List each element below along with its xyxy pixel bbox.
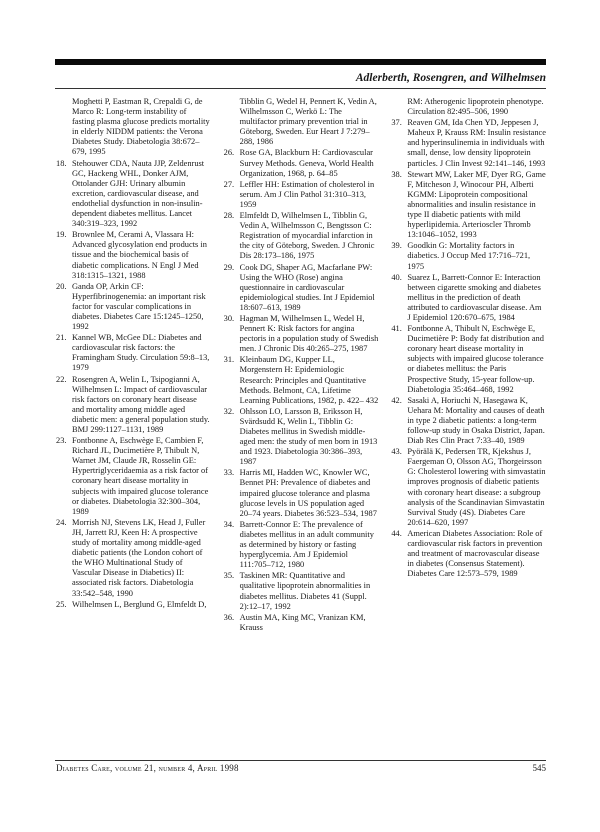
reference-number: 18. <box>56 158 67 168</box>
reference-entry <box>391 396 546 446</box>
reference-number: 42. <box>391 395 402 405</box>
reference-text: American Diabetes Association: Role of cardiovascular risk factors in prevention and treatment of macrovascular disease in diabetes (Consensus Statement). Diabetes Care 12:573–579, 1989 <box>407 528 543 579</box>
reference-text: Rose GA, Blackburn H: Cardiovascular Survey Methods. Geneva, World Health Organization, 1968, p. 64–85 <box>239 148 374 178</box>
reference-number: 39. <box>391 241 402 251</box>
reference-text: RM: Atherogenic lipoprotein phenotype. Circulation 82:495–506, 1990 <box>407 97 544 117</box>
reference-entry <box>391 324 546 395</box>
reference-number: 40. <box>391 272 402 282</box>
reference-text: Austin MA, King MC, Vranizan KM, Krauss <box>239 612 366 632</box>
reference-entry <box>224 468 379 518</box>
reference-entry <box>224 97 379 147</box>
reference-text: Harris MI, Hadden WC, Knowler WC, Bennet PH: Prevalence of diabetes and impaired glucose tolerance and plasma glucose levels in US population aged 20–74 years. Diabetes 36:523–534, 1987 <box>239 468 377 518</box>
reference-number: 28. <box>223 211 235 221</box>
reference-number: 21. <box>56 333 67 343</box>
reference-number: 38. <box>391 169 402 179</box>
reference-text: Tibblin G, Wedel H, Pennert K, Vedin A, Wilhelmsson C, Werkö L: The multifactor primary prevention trial in Göteborg, Sweden. Eur Heart J 7:279–288, 1986 <box>239 97 377 147</box>
reference-text: Kannel WB, McGee DL: Diabetes and cardiovascular risk factors: the Framingham Study. Circulation 59:8–13, 1979 <box>72 333 210 373</box>
footer-divider <box>55 760 546 761</box>
reference-number: 20. <box>56 281 67 291</box>
reference-text: Morrish NJ, Stevens LK, Head J, Fuller JH, Jarrett RJ, Keen H: A prospective study of mortality among middle-aged diabetic patients (the London cohort of the WHO Multinational Study of Vascular Disease in Diabetics) II: associated risk factors. Diabetologia 33:542–548, 1990 <box>72 517 206 598</box>
reference-number: 43. <box>391 447 402 457</box>
reference-column-1 <box>56 97 211 634</box>
reference-entry <box>56 97 211 158</box>
reference-entry <box>56 436 211 517</box>
reference-entry <box>56 375 211 436</box>
reference-number: 37. <box>391 118 402 128</box>
reference-number: 29. <box>223 262 235 272</box>
reference-entry <box>224 180 379 210</box>
reference-entry <box>224 355 379 405</box>
journal-citation: Diabetes Care, volume 21, number 4, April 1998 <box>56 763 239 773</box>
reference-entry <box>224 263 379 313</box>
reference-text: Reaven GM, Ida Chen YD, Jeppesen J, Maheux P, Krauss RM: Insulin resistance and hyperinsulinemia in individuals with small, dense, low density lipoprotein particles. J Clin Invest 92:141–146, 1993 <box>407 118 546 168</box>
reference-text: Suarez L, Barrett-Connor E: Interaction between cigarette smoking and diabetes mellitus in the prediction of death attributed to cardiovascular disease. Am J Epidemiol 120:670–675, 1984 <box>407 272 542 322</box>
reference-entry <box>391 170 546 241</box>
reference-text: Kleinbaum DG, Kupper LL, Morgenstern H: Epidemiologic Research: Principles and Quantitative Methods. Belmont, CA, Lifetime Learning Publications, 1982, p. 422– 432 <box>239 355 379 405</box>
reference-text: Brownlee M, Cerami A, Vlassara H: Advanced glycosylation end products in tissue and the biochemical basis of diabetic complications. N Engl J Med 318:1315–1321, 1988 <box>72 230 207 280</box>
reference-entry <box>224 613 379 633</box>
reference-text: Pyörälä K, Pedersen TR, Kjekshus J, Faergeman O, Olsson AG, Thorgeirsson G: Cholesterol lowering with simvastatin improves prognosis of diabetic patients with coronary heart disease: a subgroup analysis of the Scandinavian Simvastatin Survival Study (4S). Diabetes Care 20:614–620, 1997 <box>407 447 546 527</box>
reference-text: Hagman M, Wilhelmsen L, Wedel H, Pennert K: Risk factors for angina pectoris in a population study of Swedish men. J Chronic Dis 40:265–275, 1987 <box>239 313 379 354</box>
reference-number: 30. <box>223 313 235 323</box>
reference-entry <box>224 407 379 468</box>
reference-number: 26. <box>223 148 235 158</box>
reference-text: Rosengren A, Welin L, Tsipogianni A, Wilhelmsen L: Impact of cardiovascular risk factors on coronary heart disease and mortality among middle aged diabetic men: a general population study. BMJ 299:1127–1131, 1989 <box>72 374 210 434</box>
reference-entry <box>56 230 211 280</box>
reference-entry <box>56 159 211 230</box>
reference-entry <box>391 447 546 528</box>
reference-text: Cook DG, Shaper AG, Macfarlane PW: Using the WHO (Rose) angina questionnaire in cardiovascular epidemiological studies. Int J Epidemiol 18:607–613, 1989 <box>239 262 375 312</box>
reference-text: Wilhelmsen L, Berglund G, Elmfeldt D, <box>72 599 207 609</box>
reference-number: 44. <box>391 528 402 538</box>
reference-number: 19. <box>56 230 67 240</box>
reference-text: Goodkin G: Mortality factors in diabetics. J Occup Med 17:716–721, 1975 <box>407 241 531 271</box>
reference-text: Taskinen MR: Quantitative and qualitative lipoprotein abnormalities in diabetes mellitus. Diabetes 41 (Suppl. 2):12–17, 1992 <box>239 571 371 611</box>
reference-text: Stehouwer CDA, Nauta JJP, Zeldenrust GC, Hackeng WHL, Donker AJM, Ottolander GJH: Urinary albumin excretion, cardiovascular disease, and endothelial dysfunction in non-insulin-dependent diabetes mellitus. Lancet 340:319–323, 1992 <box>72 158 205 229</box>
reference-number: 36. <box>223 612 235 622</box>
reference-entry <box>391 273 546 323</box>
reference-text: Sasaki A, Horiuchi N, Hasegawa K, Uehara M: Mortality and causes of death in type 2 diabetic patients: a long-term follow-up study in Osaka District, Japan. Diab Res Clin Pract 7:33–40, 1989 <box>407 395 545 446</box>
reference-entry <box>391 529 546 579</box>
reference-entry <box>56 518 211 599</box>
reference-entry <box>391 118 546 168</box>
reference-column-3 <box>391 97 546 634</box>
reference-text: Ohlsson LO, Larsson B, Eriksson H, Svärdsudd K, Welin L, Tibblin G: Diabetes mellitus in Swedish middle-aged men: the study of men born in 1913 and 1923. Diabetologia 30:386–393, 1987 <box>239 406 378 467</box>
reference-number: 31. <box>223 355 235 365</box>
reference-column-2 <box>224 97 379 634</box>
reference-text: Stewart MW, Laker MF, Dyer RG, Game F, Mitcheson J, Winocour PH, Alberti KGMM: Lipoprotein compositional abnormalities and insulin resistance in type II diabetic patients with mild hyperlipidemia. Arterioscler Thromb 13:1046–1052, 1993 <box>407 169 546 240</box>
reference-text: Ganda OP, Arkin CF: Hyperfibrinogenemia: an important risk factor for vascular complications in diabetes. Diabetes Care 15:1245–1250, 1992 <box>72 281 206 332</box>
reference-entry <box>56 600 211 610</box>
reference-entry <box>224 211 379 261</box>
page-number: 545 <box>532 763 546 773</box>
reference-entry <box>391 241 546 271</box>
header-rule <box>55 59 546 65</box>
reference-text: Leffler HH: Estimation of cholesterol in serum. Am J Clin Pathol 31:310–313, 1959 <box>239 179 375 209</box>
reference-entry <box>56 333 211 373</box>
reference-entry <box>224 571 379 611</box>
reference-entry <box>224 148 379 178</box>
reference-text: Barrett-Connor E: The prevalence of diabetes mellitus in an adult community as determined by history or fasting hyperglycemia. Am J Epidemiol 111:705–712, 1980 <box>239 519 374 570</box>
reference-text: Fontbonne A, Eschwège E, Cambien F, Richard JL, Ducimetière P, Thibult N, Warnet JM, Claude JR, Rosselin GE: Hypertriglyceridaemia as a risk factor of coronary heart disease mortality in subjects with impaired glucose tolerance or diabetes. Diabetologia 32:300–304, 1989 <box>72 436 209 516</box>
reference-entry <box>224 314 379 354</box>
reference-number: 23. <box>56 436 67 446</box>
reference-number: 35. <box>223 571 235 581</box>
reference-number: 33. <box>223 468 235 478</box>
reference-text: Elmfeldt D, Wilhelmsen L, Tibblin G, Vedin A, Wilhelmsson C, Bengtsson C: Registration of myocardial infarction in the city of Göteborg, Sweden. J Chronic Dis 28:173–186, 1975 <box>239 211 375 261</box>
reference-text: Moghetti P, Eastman R, Crepaldi G, de Marco R: Long-term instability of fasting plasma glucose predicts mortality in elderly NIDDM patients: the Verona Diabetes Study. Diabetologia 38:672–679, 1995 <box>72 97 210 157</box>
reference-text: Fontbonne A, Thibult N, Eschwège E, Ducimetière P: Body fat distribution and coronary heart disease mortality in subjects with impaired glucose tolerance or diabetes mellitus: the Paris Prospective Study, 15-year follow-up. Diabetologia 35:464–468, 1992 <box>407 324 544 394</box>
reference-entry <box>391 97 546 117</box>
reference-entry <box>224 520 379 570</box>
reference-number: 25. <box>56 599 67 609</box>
reference-number: 41. <box>391 324 402 334</box>
reference-number: 34. <box>223 519 235 529</box>
header-divider <box>55 88 546 89</box>
reference-number: 24. <box>56 517 67 527</box>
reference-number: 22. <box>56 374 67 384</box>
reference-entry <box>56 282 211 332</box>
running-head-authors: Adlerberth, Rosengren, and Wilhelmsen <box>355 72 546 84</box>
reference-number: 32. <box>223 406 235 416</box>
reference-columns <box>56 97 546 634</box>
reference-number: 27. <box>223 179 235 189</box>
